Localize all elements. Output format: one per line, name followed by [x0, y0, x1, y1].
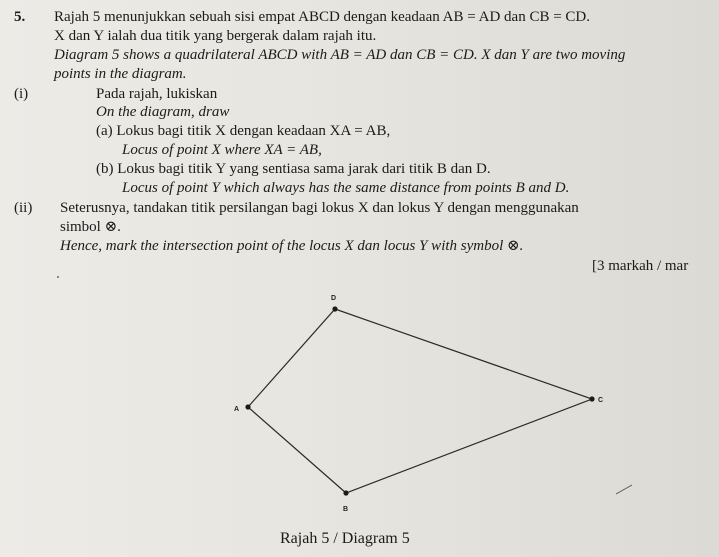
point-b-dot: [343, 490, 348, 495]
point-c-dot: [589, 396, 594, 401]
marks-label: [3 markah / mar: [592, 258, 689, 274]
intro-english-line-2: points in the diagram.: [54, 66, 187, 82]
part-i-b-malay: (b) Lokus bagi titik Y yang sentiasa sama jarak dari titik B dan D.: [96, 161, 491, 177]
point-d-dot: [332, 306, 337, 311]
intro-english-line-1: Diagram 5 shows a quadrilateral ABCD with AB = AD dan CB = CD. X dan Y are two moving: [54, 47, 626, 63]
part-i-label: (i): [14, 86, 29, 102]
part-i-english: On the diagram, draw: [96, 104, 230, 120]
question-number: 5.: [14, 9, 26, 25]
stray-dot-mark: [57, 276, 59, 278]
intro-malay-line-2: X dan Y ialah dua titik yang bergerak dalam rajah itu.: [54, 28, 377, 44]
point-b-label: B: [343, 506, 349, 513]
part-ii-malay-2: simbol ⊗.: [60, 219, 121, 235]
part-i-a-malay: (a) Lokus bagi titik X dengan keadaan XA = AB,: [96, 123, 391, 139]
part-i-a-english: Locus of point X where XA = AB,: [122, 142, 322, 158]
part-ii-malay-1: Seterusnya, tandakan titik persilangan bagi lokus X dan lokus Y dengan menggunakan: [60, 200, 579, 216]
quadrilateral-abcd: [248, 309, 592, 493]
part-ii-label: (ii): [14, 200, 33, 216]
part-i-malay: Pada rajah, lukiskan: [96, 86, 218, 102]
pencil-stroke-mark: [616, 485, 632, 494]
part-ii-english: Hence, mark the intersection point of the locus X dan locus Y with symbol ⊗.: [60, 238, 524, 254]
part-i-b-english: Locus of point Y which always has the same distance from points B and D.: [122, 180, 570, 196]
point-a-label: A: [234, 406, 240, 413]
point-a-dot: [245, 404, 250, 409]
intro-malay-line-1: Rajah 5 menunjukkan sebuah sisi empat ABCD dengan keadaan AB = AD dan CB = CD.: [54, 9, 591, 25]
point-d-label: D: [331, 295, 337, 302]
diagram-caption: Rajah 5 / Diagram 5: [280, 530, 410, 547]
point-c-label: C: [598, 397, 604, 404]
